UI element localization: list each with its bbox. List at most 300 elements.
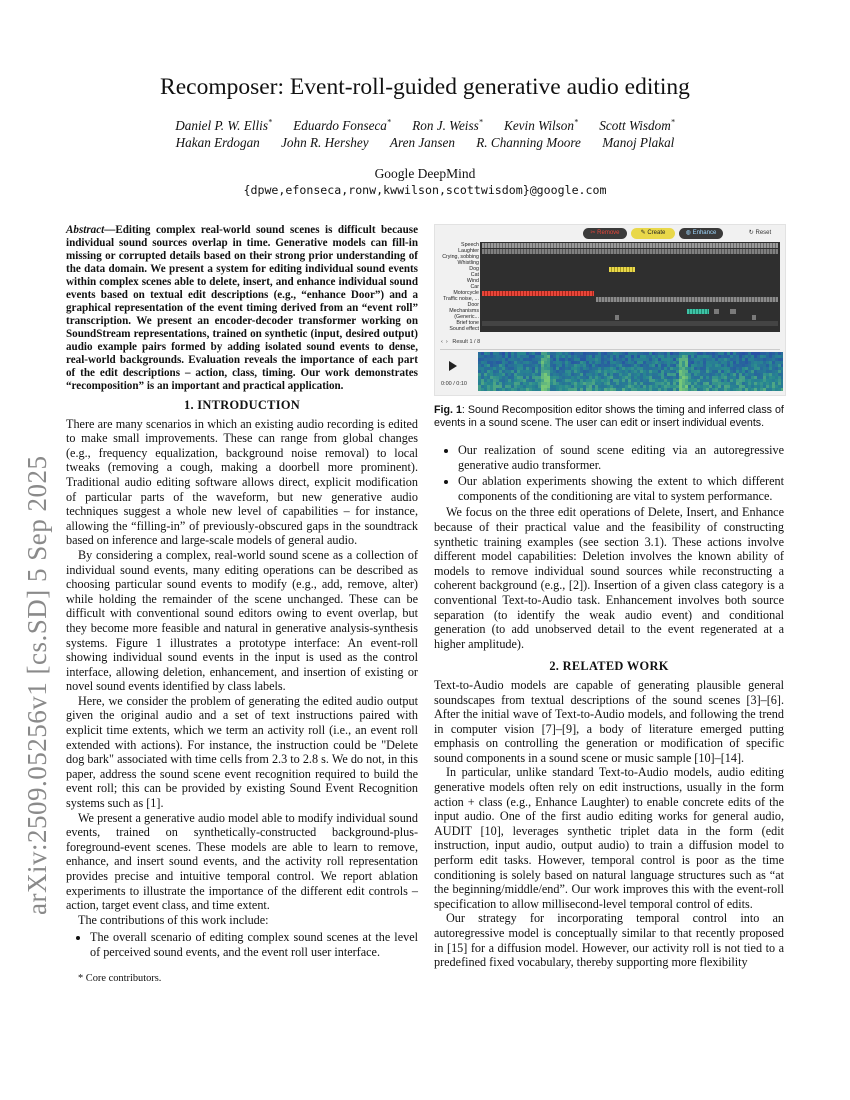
spectrogram-cell bbox=[742, 385, 745, 388]
spectrogram-cell bbox=[544, 376, 547, 379]
spectrogram-cell bbox=[505, 358, 508, 361]
spectrogram-cell bbox=[538, 358, 541, 361]
spectrogram-cell bbox=[574, 352, 577, 355]
spectrogram-cell bbox=[553, 373, 556, 376]
spectrogram-cell bbox=[586, 388, 589, 391]
spectrogram-cell bbox=[709, 382, 712, 385]
event-segment-dog-create[interactable] bbox=[609, 267, 635, 272]
spectrogram-cell bbox=[619, 355, 622, 358]
spectrogram-cell bbox=[505, 355, 508, 358]
spectrogram-cell bbox=[769, 373, 772, 376]
event-segment[interactable] bbox=[730, 309, 736, 314]
spectrogram-cell bbox=[745, 382, 748, 385]
spectrogram-cell bbox=[514, 379, 517, 382]
spectrogram-cell bbox=[559, 358, 562, 361]
spectrogram-cell bbox=[544, 367, 547, 370]
spectrogram-cell bbox=[613, 364, 616, 367]
spectrogram-cell bbox=[601, 364, 604, 367]
spectrogram-cell bbox=[712, 388, 715, 391]
spectrogram-cell bbox=[505, 379, 508, 382]
spectrogram-cell bbox=[718, 367, 721, 370]
spectrogram-cell bbox=[493, 376, 496, 379]
spectrogram-cell bbox=[667, 388, 670, 391]
spectrogram-cell bbox=[694, 379, 697, 382]
spectrogram-cell bbox=[547, 361, 550, 364]
enhance-button[interactable]: ◍ Enhance bbox=[679, 228, 723, 239]
spectrogram-cell bbox=[685, 370, 688, 373]
spectrogram-cell bbox=[697, 364, 700, 367]
spectrogram-cell bbox=[592, 382, 595, 385]
spectrogram-cell bbox=[775, 358, 778, 361]
event-segment-mechanisms-enhance[interactable] bbox=[687, 309, 709, 314]
spectrogram-cell bbox=[598, 376, 601, 379]
spectrogram-cell bbox=[598, 373, 601, 376]
spectrogram-cell bbox=[526, 355, 529, 358]
spectrogram-cell bbox=[550, 352, 553, 355]
spectrogram-cell bbox=[733, 358, 736, 361]
spectrogram-cell bbox=[694, 382, 697, 385]
spectrogram-cell bbox=[478, 358, 481, 361]
spectrogram-cell bbox=[583, 373, 586, 376]
spectrogram-cell bbox=[619, 370, 622, 373]
spectrogram-cell bbox=[724, 376, 727, 379]
spectrogram-cell bbox=[718, 358, 721, 361]
spectrogram-cell bbox=[571, 364, 574, 367]
spectrogram-cell bbox=[628, 370, 631, 373]
spectrogram-cell bbox=[613, 388, 616, 391]
spectrogram-cell bbox=[649, 367, 652, 370]
spectrogram-cell bbox=[628, 373, 631, 376]
spectrogram-cell bbox=[781, 358, 783, 361]
spectrogram-cell bbox=[685, 358, 688, 361]
spectrogram-cell bbox=[610, 370, 613, 373]
spectrogram-cell bbox=[643, 385, 646, 388]
spectrogram-cell bbox=[685, 367, 688, 370]
spectrogram-cell bbox=[757, 376, 760, 379]
spectrogram-cell bbox=[742, 388, 745, 391]
spectrogram-cell bbox=[679, 379, 682, 382]
spectrogram-cell bbox=[736, 382, 739, 385]
spectrogram-cell bbox=[742, 370, 745, 373]
spectrogram-cell bbox=[559, 352, 562, 355]
event-segment-motorcycle-remove[interactable] bbox=[482, 291, 594, 296]
spectrogram-cell bbox=[493, 358, 496, 361]
spectrogram-cell bbox=[589, 379, 592, 382]
spectrogram-cell bbox=[553, 352, 556, 355]
spectrogram-cell bbox=[550, 373, 553, 376]
spectrogram-cell bbox=[589, 355, 592, 358]
spectrogram-cell bbox=[568, 379, 571, 382]
spectrogram-cell bbox=[712, 370, 715, 373]
spectrogram-cell bbox=[487, 364, 490, 367]
spectrogram-cell bbox=[724, 388, 727, 391]
spectrogram-cell bbox=[562, 352, 565, 355]
spectrogram-cell bbox=[574, 388, 577, 391]
spectrogram-cell bbox=[739, 355, 742, 358]
spectrogram-cell bbox=[532, 364, 535, 367]
spectrogram-cell bbox=[553, 355, 556, 358]
spectrogram-cell bbox=[766, 385, 769, 388]
spectrogram-cell bbox=[526, 385, 529, 388]
spectrogram-cell bbox=[562, 379, 565, 382]
spectrogram-cell bbox=[700, 385, 703, 388]
spectrogram-cell bbox=[691, 355, 694, 358]
spectrogram-cell bbox=[577, 361, 580, 364]
spectrogram-cell bbox=[652, 388, 655, 391]
paper-title: Recomposer: Event-roll-guided generative audio editing bbox=[160, 74, 690, 100]
spectrogram-cell bbox=[685, 352, 688, 355]
event-segment-laughter[interactable] bbox=[482, 249, 778, 254]
spectrogram-cell bbox=[640, 388, 643, 391]
spectrogram-cell bbox=[769, 388, 772, 391]
footnote: * Core contributors. bbox=[78, 972, 162, 984]
spectrogram-cell bbox=[673, 373, 676, 376]
spectrogram-cell bbox=[601, 370, 604, 373]
spectrogram-cell bbox=[652, 385, 655, 388]
spectrogram-cell bbox=[574, 376, 577, 379]
spectrogram-cell bbox=[571, 367, 574, 370]
spectrogram-cell bbox=[541, 388, 544, 391]
spectrogram-cell bbox=[580, 367, 583, 370]
spectrogram-cell bbox=[640, 355, 643, 358]
spectrogram-cell bbox=[634, 361, 637, 364]
spectrogram-cell bbox=[532, 379, 535, 382]
spectrogram-cell bbox=[661, 379, 664, 382]
spectrogram-cell bbox=[652, 352, 655, 355]
reset-icon: ↻ bbox=[748, 230, 756, 236]
spectrogram-cell bbox=[514, 376, 517, 379]
spectrogram-cell bbox=[763, 373, 766, 376]
author: Ron J. Weiss* bbox=[412, 118, 483, 134]
spectrogram-cell bbox=[739, 376, 742, 379]
spectrogram-cell bbox=[691, 367, 694, 370]
spectrogram-cell bbox=[757, 367, 760, 370]
chevron-right-icon[interactable]: › bbox=[445, 339, 448, 345]
spectrogram-cell bbox=[664, 385, 667, 388]
spectrogram-cell bbox=[532, 382, 535, 385]
spectrogram-cell bbox=[631, 373, 634, 376]
spectrogram-cell bbox=[541, 355, 544, 358]
spectrogram-cell bbox=[724, 379, 727, 382]
spectrogram-cell bbox=[691, 352, 694, 355]
spectrogram-cell bbox=[622, 379, 625, 382]
spectrogram-cell bbox=[556, 370, 559, 373]
spectrogram-cell bbox=[721, 376, 724, 379]
spectrogram-cell bbox=[625, 355, 628, 358]
spectrogram-cell bbox=[634, 388, 637, 391]
spectrogram-cell bbox=[490, 355, 493, 358]
spectrogram-cell bbox=[517, 373, 520, 376]
spectrogram-cell bbox=[643, 361, 646, 364]
spectrogram-cell bbox=[580, 352, 583, 355]
spectrogram-cell bbox=[742, 376, 745, 379]
spectrogram-cell bbox=[664, 373, 667, 376]
spectrogram-cell bbox=[757, 382, 760, 385]
spectrogram-cell bbox=[511, 361, 514, 364]
spectrogram-cell bbox=[745, 364, 748, 367]
event-segment-speech[interactable] bbox=[482, 243, 778, 248]
spectrogram-cell bbox=[754, 361, 757, 364]
spectrogram-cell bbox=[760, 370, 763, 373]
paragraph: Our strategy for incorporating temporal control into an autoregressive model is conceptually similar to that recently proposed in [15] for a diffusion model. However, our activity roll is not tied to a predefined fixed vocabulary, thereby supporting more flexibility bbox=[434, 911, 784, 970]
spectrogram-cell bbox=[757, 385, 760, 388]
spectrogram-cell bbox=[766, 379, 769, 382]
spectrogram-cell bbox=[667, 379, 670, 382]
spectrogram-cell bbox=[511, 358, 514, 361]
spectrogram-cell bbox=[769, 376, 772, 379]
spectrogram-cell bbox=[607, 385, 610, 388]
spectrogram-cell bbox=[694, 385, 697, 388]
spectrogram-cell bbox=[496, 376, 499, 379]
spectrogram-cell bbox=[613, 355, 616, 358]
reset-button[interactable]: ↻ Reset bbox=[748, 230, 772, 236]
spectrogram-cell bbox=[571, 352, 574, 355]
spectrogram-cell bbox=[718, 361, 721, 364]
spectrogram-cell bbox=[622, 373, 625, 376]
spectrogram-cell bbox=[715, 364, 718, 367]
spectrogram-cell bbox=[526, 364, 529, 367]
spectrogram-cell bbox=[736, 373, 739, 376]
spectrogram-cell bbox=[757, 358, 760, 361]
spectrogram-cell bbox=[670, 352, 673, 355]
spectrogram-cell bbox=[541, 364, 544, 367]
spectrogram-cell bbox=[517, 355, 520, 358]
spectrogram-cell bbox=[550, 379, 553, 382]
spectrogram-cell bbox=[736, 388, 739, 391]
spectrogram-cell bbox=[526, 352, 529, 355]
spectrogram-cell bbox=[595, 376, 598, 379]
spectrogram-cell bbox=[628, 376, 631, 379]
spectrogram-cell bbox=[658, 385, 661, 388]
spectrogram-cell bbox=[655, 379, 658, 382]
author: John R. Hershey bbox=[281, 135, 369, 150]
spectrogram-cell bbox=[646, 376, 649, 379]
spectrogram-cell bbox=[730, 379, 733, 382]
spectrogram-cell bbox=[502, 385, 505, 388]
spectrogram-cell bbox=[565, 382, 568, 385]
paragraph: We present a generative audio model able to modify individual sound events, trained on synthetically-constructed background-plus-foreground-event scenes. These models are able to learn to remove, enhance, and insert sound events, and the activity roll representation provides precise and intuitive temporal control. We report ablation experiments to illustrate the importance of the different edit controls – action, target event class, and time extent. bbox=[66, 810, 418, 913]
spectrogram-cell bbox=[511, 373, 514, 376]
spectrogram-cell bbox=[634, 355, 637, 358]
spectrogram-cell bbox=[688, 388, 691, 391]
spectrogram-cell bbox=[718, 373, 721, 376]
spectrogram-cell bbox=[649, 382, 652, 385]
spectrogram-cell bbox=[550, 361, 553, 364]
spectrogram-cell bbox=[478, 355, 481, 358]
spectrogram-cell bbox=[568, 370, 571, 373]
spectrogram-cell bbox=[517, 352, 520, 355]
spectrogram-cell bbox=[655, 352, 658, 355]
spectrogram-cell bbox=[730, 352, 733, 355]
spectrogram-cell bbox=[529, 385, 532, 388]
spectrogram-cell bbox=[559, 361, 562, 364]
spectrogram-cell bbox=[772, 385, 775, 388]
spectrogram-cell bbox=[676, 388, 679, 391]
spectrogram-cell bbox=[571, 382, 574, 385]
spectrogram-cell bbox=[496, 373, 499, 376]
spectrogram-cell bbox=[607, 373, 610, 376]
spectrogram-cell bbox=[730, 376, 733, 379]
spectrogram-cell bbox=[721, 355, 724, 358]
spectrogram-cell bbox=[571, 361, 574, 364]
spectrogram-cell bbox=[487, 376, 490, 379]
spectrogram-cell bbox=[649, 373, 652, 376]
spectrogram-cell bbox=[745, 385, 748, 388]
spectrogram-cell bbox=[766, 373, 769, 376]
spectrogram-cell bbox=[694, 367, 697, 370]
paragraph: By considering a complex, real-world sound scene as a collection of individual sound events, many editing operations can be described as choosing particular sound events to modify (e.g., add, remove, alter) while holding the remainder of the scene unchanged. These can be difficult with conventional sound editors owing to event overlap, but they become more feasible and natural in generative analysis-synthesis systems. Figure 1 illustrates a prototype interface: An event-roll showing individual sound events in the input is used as the control interface, allowing deletion, enhancement, and insertion of existing or novel sound events identified by class labels. bbox=[66, 547, 418, 694]
spectrogram-cell bbox=[589, 385, 592, 388]
spectrogram-cell bbox=[730, 388, 733, 391]
spectrogram-cell bbox=[496, 388, 499, 391]
event-segment[interactable] bbox=[714, 309, 719, 314]
spectrogram-cell bbox=[709, 379, 712, 382]
spectrogram-cell bbox=[679, 385, 682, 388]
spectrogram-cell bbox=[481, 379, 484, 382]
spectrogram-cell bbox=[628, 367, 631, 370]
spectrogram-cell bbox=[559, 379, 562, 382]
spectrogram-cell bbox=[523, 364, 526, 367]
spectrogram-cell bbox=[556, 364, 559, 367]
spectrogram-cell bbox=[520, 376, 523, 379]
spectrogram-cell bbox=[661, 388, 664, 391]
play-icon[interactable] bbox=[449, 361, 457, 371]
spectrogram-cell bbox=[730, 364, 733, 367]
spectrogram-cell bbox=[721, 385, 724, 388]
spectrogram-cell bbox=[694, 373, 697, 376]
spectrogram-cell bbox=[718, 388, 721, 391]
spectrogram-cell bbox=[559, 355, 562, 358]
spectrogram-cell bbox=[769, 370, 772, 373]
spectrogram-cell bbox=[604, 373, 607, 376]
spectrogram-cell bbox=[655, 358, 658, 361]
spectrogram-cell bbox=[742, 382, 745, 385]
spectrogram-cell bbox=[733, 361, 736, 364]
spectrogram-cell bbox=[562, 382, 565, 385]
spectrogram-cell bbox=[658, 352, 661, 355]
create-button[interactable]: ✎ Create bbox=[631, 228, 675, 239]
class-label: Laughter bbox=[458, 248, 479, 254]
spectrogram-cell bbox=[607, 361, 610, 364]
spectrogram-cell bbox=[529, 373, 532, 376]
spectrogram-cell bbox=[544, 370, 547, 373]
spectrogram-cell bbox=[688, 358, 691, 361]
spectrogram-cell bbox=[682, 355, 685, 358]
spectrogram-cell bbox=[634, 379, 637, 382]
result-nav[interactable] bbox=[441, 339, 480, 345]
spectrogram-cell bbox=[571, 388, 574, 391]
spectrogram-cell bbox=[523, 358, 526, 361]
spectrogram-cell bbox=[532, 358, 535, 361]
spectrogram-cell bbox=[526, 379, 529, 382]
section-heading-related-work: 2. RELATED WORK bbox=[549, 659, 669, 674]
spectrogram-cell bbox=[595, 373, 598, 376]
spectrogram-cell bbox=[595, 352, 598, 355]
spectrogram-cell bbox=[739, 388, 742, 391]
spectrogram-cell bbox=[484, 352, 487, 355]
spectrogram-cell bbox=[673, 379, 676, 382]
spectrogram-cell bbox=[685, 361, 688, 364]
spectrogram-cell bbox=[484, 355, 487, 358]
spectrogram-cell bbox=[517, 382, 520, 385]
spectrogram-cell bbox=[520, 367, 523, 370]
spectrogram-cell bbox=[613, 385, 616, 388]
spectrogram-cell bbox=[781, 385, 783, 388]
spectrogram-cell bbox=[577, 376, 580, 379]
spectrogram-cell bbox=[727, 352, 730, 355]
spectrogram-cell bbox=[556, 361, 559, 364]
spectrogram-cell bbox=[706, 373, 709, 376]
spectrogram-cell bbox=[721, 352, 724, 355]
spectrogram-cell bbox=[682, 361, 685, 364]
paragraph: The contributions of this work include: bbox=[78, 912, 269, 927]
spectrogram-cell bbox=[676, 361, 679, 364]
spectrogram-cell bbox=[481, 385, 484, 388]
event-segment-traffic[interactable] bbox=[596, 297, 778, 302]
spectrogram-cell bbox=[544, 382, 547, 385]
spectrogram-cell bbox=[646, 358, 649, 361]
spectrogram-cell bbox=[544, 385, 547, 388]
spectrogram-cell bbox=[757, 388, 760, 391]
spectrogram-cell bbox=[670, 388, 673, 391]
spectrogram-cell bbox=[514, 382, 517, 385]
event-segment[interactable] bbox=[615, 315, 619, 320]
spectrogram-cell bbox=[493, 367, 496, 370]
spectrogram-cell bbox=[655, 385, 658, 388]
event-segment[interactable] bbox=[752, 315, 756, 320]
spectrogram-cell bbox=[625, 382, 628, 385]
spectrogram-cell bbox=[583, 379, 586, 382]
spectrogram-cell bbox=[505, 367, 508, 370]
spectrogram-cell bbox=[541, 367, 544, 370]
spectrogram-cell bbox=[607, 364, 610, 367]
spectrogram-cell bbox=[580, 364, 583, 367]
spectrogram[interactable] bbox=[478, 352, 783, 391]
spectrogram-cell bbox=[544, 388, 547, 391]
chevron-left-icon[interactable]: ‹ bbox=[441, 339, 443, 345]
spectrogram-cell bbox=[595, 358, 598, 361]
spectrogram-cell bbox=[544, 361, 547, 364]
spectrogram-cell bbox=[670, 370, 673, 373]
spectrogram-cell bbox=[739, 385, 742, 388]
spectrogram-cell bbox=[574, 358, 577, 361]
spectrogram-cell bbox=[493, 370, 496, 373]
spectrogram-cell bbox=[610, 385, 613, 388]
spectrogram-cell bbox=[715, 388, 718, 391]
spectrogram-cell bbox=[712, 373, 715, 376]
spectrogram-cell bbox=[496, 379, 499, 382]
spectrogram-cell bbox=[478, 379, 481, 382]
spectrogram-cell bbox=[670, 382, 673, 385]
spectrogram-cell bbox=[490, 370, 493, 373]
spectrogram-cell bbox=[598, 382, 601, 385]
spectrogram-cell bbox=[523, 385, 526, 388]
event-roll-grid[interactable] bbox=[480, 242, 780, 332]
spectrogram-cell bbox=[478, 385, 481, 388]
spectrogram-cell bbox=[724, 352, 727, 355]
event-segment[interactable] bbox=[482, 321, 778, 326]
spectrogram-cell bbox=[607, 370, 610, 373]
spectrogram-cell bbox=[706, 367, 709, 370]
spectrogram-cell bbox=[646, 373, 649, 376]
spectrogram-cell bbox=[592, 370, 595, 373]
spectrogram-cell bbox=[541, 373, 544, 376]
paragraph: In particular, unlike standard Text-to-Audio models, audio editing generative models often rely on edit instructions, usually in the form action + class (e.g., Enhance Laughter) to enable concrete edits of the input audio. One of the first audio editing works for general audio, AUDIT [10], leverages synthetic triplet data in the form (edit instruction, input audio, output audio) to train a diffusion model to perform edit tasks. However, temporal control is poor as the time conditioning is solely based on natural language structures such as “at the beginning/middle/end”. Our work improves this with the event-roll specification to allow millisecond-level temporal control of edits. bbox=[434, 765, 784, 911]
spectrogram-cell bbox=[592, 361, 595, 364]
remove-button[interactable]: ✂ Remove bbox=[583, 228, 627, 239]
spectrogram-cell bbox=[490, 373, 493, 376]
spectrogram-cell bbox=[493, 385, 496, 388]
